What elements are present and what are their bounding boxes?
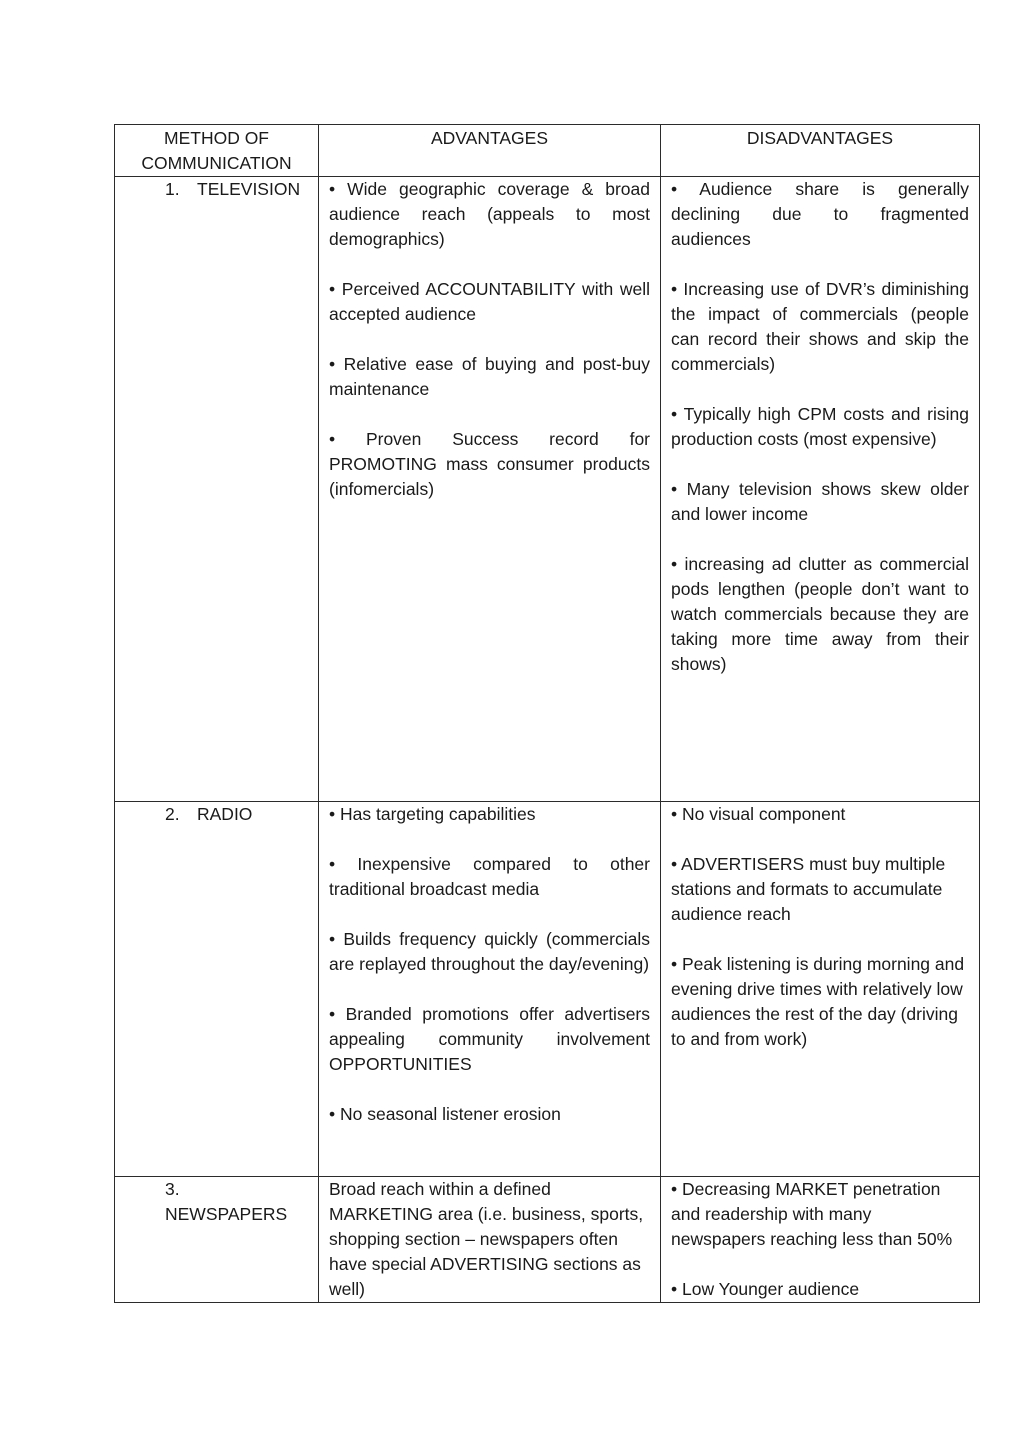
disadvantage-item: • ADVERTISERS must buy multiple stations and formats to accumulate audience reach <box>671 854 946 924</box>
header-method <box>115 125 319 177</box>
advantages-cell-radio <box>319 802 661 1177</box>
advantage-item: • Inexpensive compared to other traditional broadcast media <box>329 854 650 899</box>
advantage-item: • Builds frequency quickly (commercials are replayed throughout the day/evening) <box>329 929 650 974</box>
method-name: RADIO <box>197 804 253 824</box>
method-cell-radio <box>115 802 319 1177</box>
method-name: TELEVISION <box>197 179 301 199</box>
method-cell-newspapers <box>115 1177 319 1303</box>
header-advantages: ADVANTAGES <box>319 125 661 177</box>
method-name: NEWSPAPERS <box>165 1204 288 1224</box>
advantage-item: • Perceived ACCOUNTABILITY with well accepted audience <box>329 279 650 324</box>
method-cell-television <box>115 177 319 802</box>
disadvantage-item: • Peak listening is during morning and evening drive times with relatively low audiences the rest of the day (driving to and from work) <box>671 954 965 1049</box>
disadvantage-item: • Decreasing MARKET penetration and readership with many newspapers reaching less than 50% <box>671 1179 953 1249</box>
advantage-item: • Wide geographic coverage & broad audience reach (appeals to most demographics) <box>329 179 650 249</box>
header-disadvantages: DISADVANTAGES <box>661 125 980 177</box>
communication-methods-table <box>114 124 980 1303</box>
header-method-line2: COMMUNICATION <box>141 153 292 173</box>
table-header-row <box>115 125 980 177</box>
disadvantage-item: • Increasing use of DVR’s diminishing the impact of commercials (people can record their shows and skip the commercials) <box>671 279 969 374</box>
advantages-cell-television <box>319 177 661 802</box>
method-number: 1. <box>165 179 180 199</box>
disadvantages-cell-newspapers <box>661 1177 980 1303</box>
advantage-item: • Branded promotions offer advertisers appealing community involvement OPPORTUNITIES <box>329 1004 650 1074</box>
advantages-cell-newspapers <box>319 1177 661 1303</box>
table-row <box>115 177 980 802</box>
advantage-item: • Relative ease of buying and post-buy maintenance <box>329 354 650 399</box>
disadvantage-item: • No visual component <box>671 804 846 824</box>
method-number: 3. <box>165 1179 180 1199</box>
disadvantage-item: • Many television shows skew older and lower income <box>671 479 969 524</box>
disadvantage-item: • Low Younger audience <box>671 1279 860 1299</box>
advantage-item: • Has targeting capabilities <box>329 804 536 824</box>
header-method-line1: METHOD OF <box>164 128 269 148</box>
disadvantages-cell-radio <box>661 802 980 1177</box>
advantage-item: • Proven Success record for PROMOTING mass consumer products (infomercials) <box>329 429 650 499</box>
disadvantages-cell-television <box>661 177 980 802</box>
disadvantage-item: • Audience share is generally declining due to fragmented audiences <box>671 179 969 249</box>
advantage-item: Broad reach within a defined MARKETING area (i.e. business, sports, shopping section – newspapers often have special ADVERTISING sections as well) <box>329 1179 644 1299</box>
method-number: 2. <box>165 804 180 824</box>
disadvantage-item: • Typically high CPM costs and rising production costs (most expensive) <box>671 404 969 449</box>
table-row <box>115 802 980 1177</box>
disadvantage-item: • increasing ad clutter as commercial pods lengthen (people don’t want to watch commercials because they are taking more time away from their shows) <box>671 554 969 674</box>
advantage-item: • No seasonal listener erosion <box>329 1104 561 1124</box>
table-row <box>115 1177 980 1303</box>
